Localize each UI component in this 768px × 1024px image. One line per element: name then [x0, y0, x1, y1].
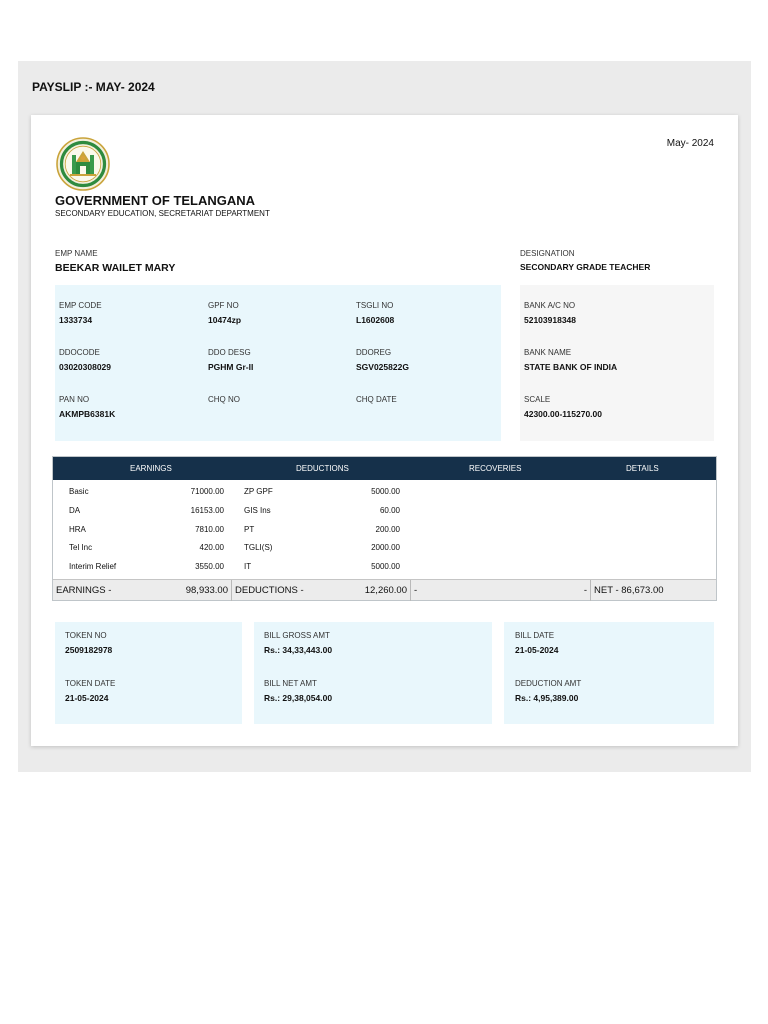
bill-net-label: BILL NET AMT — [264, 679, 317, 688]
token-no-label: TOKEN NO — [65, 631, 107, 640]
ddoreg-value: SGV025822G — [356, 362, 409, 372]
token-panel — [55, 622, 242, 724]
deduction-amount: 5000.00 — [371, 487, 400, 496]
totals-row — [53, 579, 716, 600]
deduction-amount: 60.00 — [379, 506, 400, 515]
deduction-label: PT — [244, 525, 255, 534]
pan-no-value: AKMPB6381K — [59, 409, 116, 419]
organization-title: GOVERNMENT OF TELANGANA — [55, 193, 256, 208]
details-header: DETAILS — [626, 464, 659, 473]
earnings-header: EARNINGS — [130, 464, 172, 473]
scale-value: 42300.00-115270.00 — [524, 409, 602, 419]
ddo-desg-label: DDO DESG — [208, 348, 251, 357]
gpf-no-label: GPF NO — [208, 301, 239, 310]
net-pay: NET - 86,673.00 — [594, 585, 664, 596]
pay-table — [52, 456, 717, 601]
ddoreg-label: DDOREG — [356, 348, 392, 357]
earning-amount: 71000.00 — [190, 487, 224, 496]
bank-name-label: BANK NAME — [524, 348, 572, 357]
bill-gross-label: BILL GROSS AMT — [264, 631, 330, 640]
deductions-header: DEDUCTIONS — [296, 464, 349, 473]
total-deductions-label: DEDUCTIONS - — [235, 585, 304, 596]
page-title: PAYSLIP :- MAY- 2024 — [32, 80, 155, 94]
bill-amount-panel — [254, 622, 492, 724]
earning-label: DA — [69, 506, 81, 515]
tsgli-no-value: L1602608 — [356, 315, 395, 325]
earning-amount: 3550.00 — [195, 562, 224, 571]
deduction-amount: 200.00 — [375, 525, 400, 534]
emp-name-value: BEEKAR WAILET MARY — [55, 262, 176, 274]
emp-code-value: 1333734 — [59, 315, 93, 325]
token-no-value: 2509182978 — [65, 645, 113, 655]
earning-label: HRA — [69, 525, 86, 534]
bill-date-panel — [504, 622, 714, 724]
totals-divider — [231, 580, 232, 601]
totals-divider — [410, 580, 411, 601]
ddo-desg-value: PGHM Gr-II — [208, 362, 254, 372]
deduction-label: GIS Ins — [244, 506, 271, 515]
bank-info-panel — [520, 285, 714, 441]
token-date-label: TOKEN DATE — [65, 679, 116, 688]
ddocode-label: DDOCODE — [59, 348, 100, 357]
emp-name-label: EMP NAME — [55, 249, 98, 258]
earning-amount: 7810.00 — [195, 525, 224, 534]
deduction-amount: 5000.00 — [371, 562, 400, 571]
total-recoveries-label: - — [414, 585, 418, 596]
bank-account-label: BANK A/C NO — [524, 301, 576, 310]
payslip-card — [31, 115, 738, 746]
designation-value: SECONDARY GRADE TEACHER — [520, 262, 651, 272]
telangana-emblem-icon — [55, 137, 111, 191]
totals-divider — [590, 580, 591, 601]
deduction-label: TGLI(S) — [244, 543, 273, 552]
chq-date-label: CHQ DATE — [356, 395, 397, 404]
pay-table-header — [53, 457, 716, 480]
emp-code-label: EMP CODE — [59, 301, 102, 310]
gpf-no-value: 10474zp — [208, 315, 242, 325]
chq-no-label: CHQ NO — [208, 395, 240, 404]
bill-date-value: 21-05-2024 — [515, 645, 559, 655]
tsgli-no-label: TSGLI NO — [356, 301, 394, 310]
total-earnings-value: 98,933.00 — [185, 585, 228, 596]
deduction-amt-label: DEDUCTION AMT — [515, 679, 582, 688]
bill-gross-value: Rs.: 34,33,443.00 — [264, 645, 333, 655]
deduction-label: IT — [244, 562, 252, 571]
bill-date-label: BILL DATE — [515, 631, 555, 640]
earning-label: Tel Inc — [69, 543, 93, 552]
payslip-month: May- 2024 — [666, 138, 714, 149]
designation-label: DESIGNATION — [520, 249, 575, 258]
deduction-label: ZP GPF — [244, 487, 273, 496]
earning-amount: 16153.00 — [190, 506, 224, 515]
scale-label: SCALE — [524, 395, 551, 404]
bill-net-value: Rs.: 29,38,054.00 — [264, 693, 333, 703]
total-recoveries-value: - — [583, 585, 587, 596]
bank-account-value: 52103918348 — [524, 315, 577, 325]
organization-subtitle: SECONDARY EDUCATION, SECRETARIAT DEPARTMENT — [55, 209, 270, 218]
earning-label: Interim Relief — [69, 562, 117, 571]
bank-name-value: STATE BANK OF INDIA — [524, 362, 618, 372]
employee-info-panel — [55, 285, 501, 441]
total-earnings-label: EARNINGS - — [56, 585, 112, 596]
deduction-amt-value: Rs.: 4,95,389.00 — [515, 693, 579, 703]
recoveries-header: RECOVERIES — [469, 464, 522, 473]
ddocode-value: 03020308029 — [59, 362, 112, 372]
token-date-value: 21-05-2024 — [65, 693, 109, 703]
total-deductions-value: 12,260.00 — [364, 585, 407, 596]
earning-amount: 420.00 — [199, 543, 224, 552]
deduction-amount: 2000.00 — [371, 543, 400, 552]
earning-label: Basic — [69, 487, 89, 496]
pan-no-label: PAN NO — [59, 395, 90, 404]
payslip-container — [18, 61, 751, 772]
